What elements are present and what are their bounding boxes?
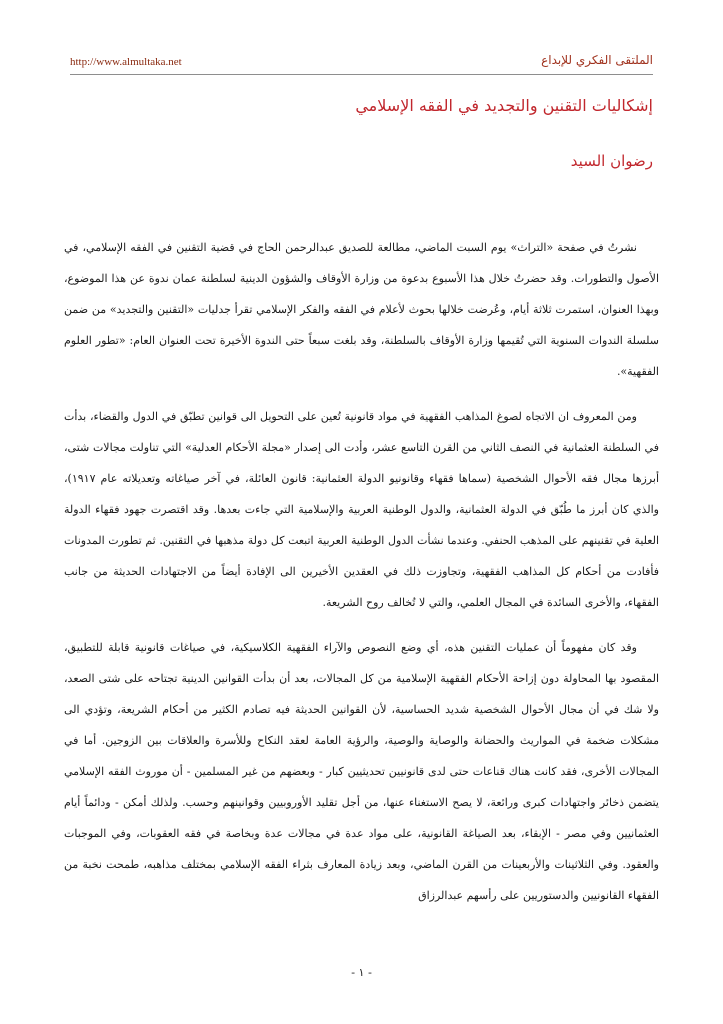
page-number: - ١ - xyxy=(351,966,372,979)
article-author: رضوان السيد xyxy=(570,152,653,170)
page-header xyxy=(70,52,653,75)
site-name: الملتقى الفكري للإبداع xyxy=(541,53,653,67)
paragraph-3: وقد كان مفهوماً أن عمليات التقنين هذه، أي وضع النصوص والآراء الفقهية الكلاسيكية، في صياغات قانونية قابلة للتطبيق، المقصود بها المحاولة دون إزاحة الأحكام الفقهية الإسلامية من كل المجالات، بعد أن بدأت القوانين الدينية تجتاحه على شتى الصعد، ولا شك في أن مجال الأحوال الشخصية شديد الحساسية، لأن القوانين الحديثة فيه تصادم الكثير من أحكام الشريعة، وتؤدي الى مشكلات ضخمة في المواريث والحضانة والوصاية والوصية، والرؤية العامة لعقد النكاح وللأسرة والعلاقات بين الزوجين. أما في المجالات الأخرى، فقد كانت هناك قناعات حتى لدى قانونيين تحديثيين كبار - وبعضهم من غير المسلمين - أن موروث الفقه الإسلامي يتضمن ذخائر واجتهادات كبرى ورائعة، لا يصح الاستغناء عنها، من أجل تقليد الأوروبيين وقوانينهم وحسب. ولذلك أمكن - ودائماً أيام العثمانيين وفي مصر - الإبقاء، بعد الصياغة القانونية، على مواد عدة في مجالات عدة وبخاصة في فقه العقوبات، وفي الموجبات والعقود. وفي الثلاثينات والأربعينات من القرن الماضي، وبعد زيادة المعارف بثراء الفقه الإسلامي بمختلف مذاهبه، طمحت نخبة من الفقهاء القانونيين والدستوريين على رأسهم عبدالرزاق xyxy=(64,641,659,902)
article-title: إشكاليات التقنين والتجديد في الفقه الإسلامي xyxy=(355,96,653,115)
article-body xyxy=(64,232,659,925)
site-url-link[interactable]: http://www.almultaka.net xyxy=(70,56,182,68)
paragraph-1: نشرتُ في صفحة «التراث» يوم السبت الماضي، مطالعة للصديق عبدالرحمن الحاج في قضية التقنين في الفقه الإسلامي، في الأصول والتطورات. وقد حضرتُ خلال هذا الأسبوع بدعوة من وزارة الأوقاف والشؤون الدينية لسلطنة عمان ندوة عن هذا الموضوع، وبهذا العنوان، استمرت ثلاثة أيام، وعُرضت خلالها بحوث لأعلام في الفقه والفكر الإسلامي تقرأ جدليات «التقنين والتجديد» من ضمن سلسلة الندوات السنوية التي تُقيمها وزارة الأوقاف بالسلطنة، وقد بلغت سبعاً حتى الندوة الأخيرة تحت العنوان العام: «تطور العلوم الفقهية». xyxy=(64,241,659,378)
paragraph-2: ومن المعروف ان الاتجاه لصوغ المذاهب الفقهية في مواد قانونية تُعين على التحويل الى قوانين تطبّق في الدول والقضاء، بدأت في السلطنة العثمانية في النصف الثاني من القرن التاسع عشر، وأدت الى إصدار «مجلة الأحكام العدلية» التي تناولت مجالات شتى، أبرزها مجال فقه الأحوال الشخصية (سماها فقهاء وقانونيو الدولة العثمانية: قانون العائلة، في آخر صياغاته وتعديلاته عام ١٩١٧)، والذي كان أبرز ما طُبّق في الدولة العثمانية، والدول الوطنية العربية والإسلامية التي جاءت بعدها. وقد اقتصرت جهود فقهاء الدولة العلية في تقنينهم على المذهب الحنفي. وعندما نشأت الدول الوطنية العربية اتبعت كل دولة مذهبها في التقنين. ثم تطورت المدونات فأفادت من أحكام كل المذاهب الفقهية، وتجاوزت ذلك في العقدين الأخيرين الى الإفادة أيضاً من الاجتهادات الحديثة من جانب الفقهاء، والأخرى السائدة في المجال العلمي، والتي لا تُخالف روح الشريعة. xyxy=(64,410,659,609)
